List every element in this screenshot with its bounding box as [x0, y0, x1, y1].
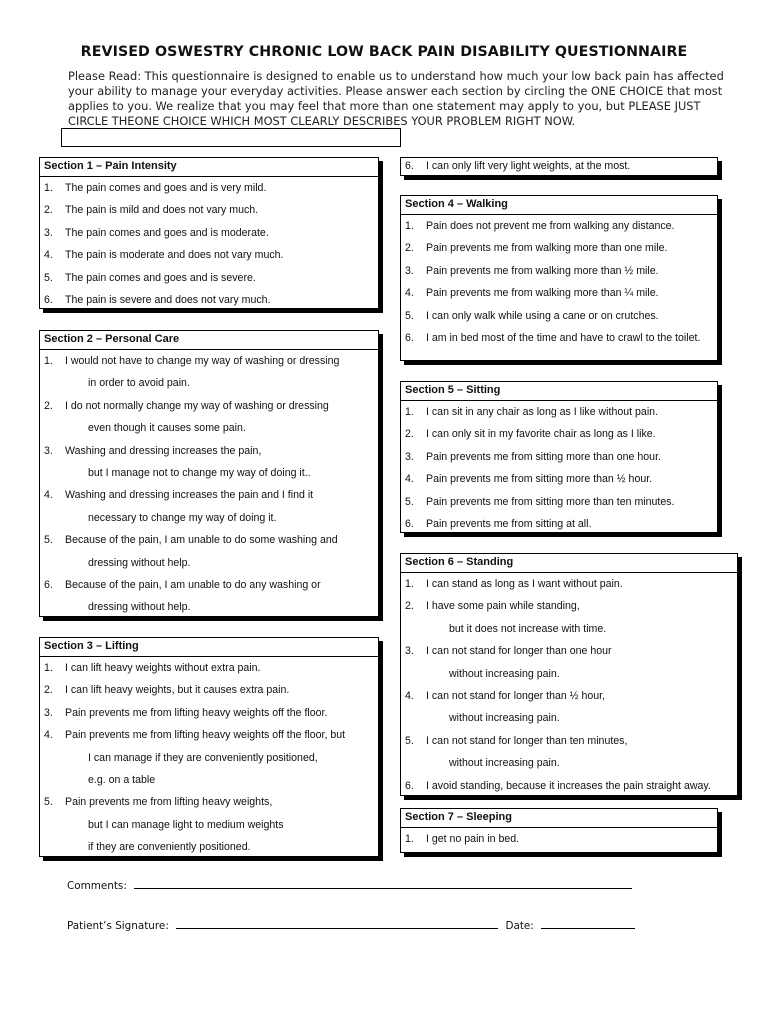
list-item[interactable]: 2. I have some pain while standing, — [405, 600, 580, 613]
page-title: REVISED OSWESTRY CHRONIC LOW BACK PAIN DISABILITY QUESTIONNAIRE — [80, 44, 688, 60]
section-title: Section 4 – Walking — [401, 196, 717, 215]
list-item[interactable]: 2. I can only sit in my favorite chair as long as I like. — [405, 428, 656, 441]
section-title: Section 1 – Pain Intensity — [40, 158, 378, 177]
list-item[interactable]: 5. I can only walk while using a cane or on crutches. — [405, 309, 659, 322]
section-7-sleeping — [400, 808, 718, 853]
list-item[interactable]: 6. I am in bed most of the time and have to crawl to the toilet. — [405, 331, 701, 344]
list-item[interactable]: 2. I can lift heavy weights, but it causes extra pain. — [44, 684, 290, 697]
list-item-continuation: without increasing pain. — [449, 712, 560, 725]
list-item[interactable]: 3. Washing and dressing increases the pain, — [44, 444, 262, 457]
list-item[interactable]: 4. I can not stand for longer than ½ hour, — [405, 689, 606, 702]
list-item[interactable]: 3. Pain prevents me from sitting more than one hour. — [405, 450, 661, 463]
list-item-continuation: if they are conveniently positioned. — [88, 841, 251, 854]
section-2-personal-care — [39, 330, 379, 617]
signature-line[interactable] — [176, 918, 498, 929]
patient-name-box[interactable] — [61, 128, 401, 147]
date-label: Date: — [505, 920, 534, 932]
list-item[interactable]: 1. I can lift heavy weights without extra pain. — [44, 662, 261, 674]
list-item[interactable]: 2. I do not normally change my way of washing or dressing — [44, 399, 329, 412]
list-item-continuation: e.g. on a table — [88, 773, 156, 786]
list-item-continuation: but I manage not to change my way of doing it.. — [88, 466, 311, 479]
list-item[interactable]: 2. The pain is mild and does not vary much. — [44, 204, 259, 217]
list-item[interactable]: 1. Pain does not prevent me from walking any distance. — [405, 220, 675, 232]
list-item-continuation: dressing without help. — [88, 556, 191, 569]
list-item-continuation: but I can manage light to medium weights — [88, 818, 284, 831]
list-item[interactable]: 1. I can sit in any chair as long as I like without pain. — [405, 406, 659, 418]
section-3-lifting — [39, 637, 379, 857]
list-item[interactable]: 4. Pain prevents me from walking more than ¼ mile. — [405, 287, 659, 300]
list-item[interactable]: 4. Pain prevents me from sitting more than ½ hour. — [405, 473, 653, 486]
section-4-walking — [400, 195, 718, 361]
list-item[interactable]: 6. I can only lift very light weights, at the most. — [405, 160, 631, 172]
list-item[interactable]: 5. The pain comes and goes and is severe. — [44, 271, 256, 284]
list-item[interactable]: 6. The pain is severe and does not vary much. — [44, 293, 271, 306]
signature-row — [67, 918, 635, 932]
section-title: Section 2 – Personal Care — [40, 331, 378, 350]
section-5-sitting — [400, 381, 718, 533]
comments-line[interactable] — [134, 878, 632, 889]
list-item[interactable]: 4. The pain is moderate and does not vary much. — [44, 249, 284, 262]
list-item[interactable]: 3. Pain prevents me from walking more than ½ mile. — [405, 264, 659, 277]
list-item[interactable]: 6. Because of the pain, I am unable to do any washing or — [44, 578, 321, 591]
section-3-lifting-continued — [400, 157, 718, 176]
list-item-continuation: in order to avoid pain. — [88, 377, 190, 390]
list-item-continuation: dressing without help. — [88, 601, 191, 614]
list-item[interactable]: 1. I get no pain in bed. — [405, 833, 520, 845]
section-1-pain-intensity — [39, 157, 379, 309]
list-item-continuation: without increasing pain. — [449, 667, 560, 680]
list-item[interactable]: 3. Pain prevents me from lifting heavy weights off the floor. — [44, 706, 328, 719]
comments-label: Comments: — [67, 880, 127, 892]
signature-label: Patient’s Signature: — [67, 920, 169, 932]
section-title: Section 7 – Sleeping — [401, 809, 717, 828]
list-item[interactable]: 4. Pain prevents me from lifting heavy weights off the floor, but — [44, 729, 346, 742]
list-item[interactable]: 5. I can not stand for longer than ten minutes, — [405, 734, 628, 747]
section-title: Section 5 – Sitting — [401, 382, 717, 401]
section-6-standing — [400, 553, 738, 796]
list-item[interactable]: 6. Pain prevents me from sitting at all. — [405, 517, 592, 530]
list-item-continuation: without increasing pain. — [449, 757, 560, 770]
list-item[interactable]: 1. I would not have to change my way of washing or dressing — [44, 355, 340, 367]
list-item-continuation: even though it causes some pain. — [88, 422, 246, 435]
section-title: Section 6 – Standing — [401, 554, 737, 573]
list-item[interactable]: 4. Washing and dressing increases the pain and I find it — [44, 489, 314, 502]
list-item[interactable]: 5. Pain prevents me from lifting heavy weights, — [44, 796, 273, 809]
list-item[interactable]: 1. The pain comes and goes and is very mild. — [44, 182, 267, 194]
list-item-continuation: I can manage if they are conveniently positioned, — [88, 751, 318, 764]
instructions-paragraph: Please Read: This questionnaire is designed to enable us to understand how much your low back pain has affected your ability to manage your everyday activities. Please answer each section by circling the ONE CHOICE that most applies to you. We realize that you may feel that more than one statement may apply to you, but PLEASE JUST CIRCLE THEONE CHOICE WHICH MOST CLEARLY DESCRIBES YOUR PROBLEM RIGHT NOW. — [68, 69, 724, 128]
section-title: Section 3 – Lifting — [40, 638, 378, 657]
list-item-continuation: but it does not increase with time. — [449, 622, 607, 635]
list-item[interactable]: 2. Pain prevents me from walking more than one mile. — [405, 242, 668, 255]
comments-row — [67, 878, 632, 892]
list-item-continuation: necessary to change my way of doing it. — [88, 511, 277, 524]
list-item[interactable]: 1. I can stand as long as I want without pain. — [405, 578, 623, 590]
list-item[interactable]: 5. Pain prevents me from sitting more than ten minutes. — [405, 495, 675, 508]
list-item[interactable]: 3. The pain comes and goes and is moderate. — [44, 226, 269, 239]
date-line[interactable] — [541, 918, 635, 929]
list-item[interactable]: 3. I can not stand for longer than one hour — [405, 645, 612, 658]
list-item[interactable]: 6. I avoid standing, because it increases the pain straight away. — [405, 779, 711, 792]
list-item[interactable]: 5. Because of the pain, I am unable to do some washing and — [44, 534, 338, 547]
